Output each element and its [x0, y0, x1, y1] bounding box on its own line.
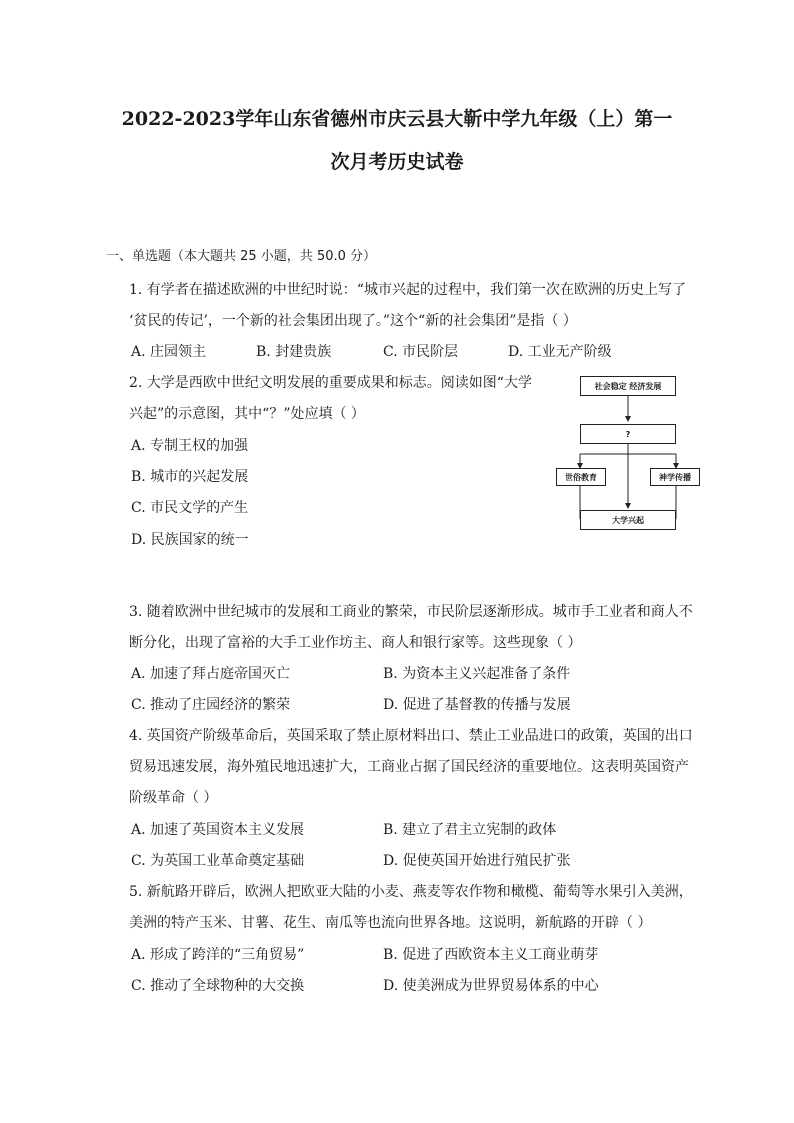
- question-5-option-d[interactable]: D. 使美洲成为世界贸易体系的中心: [383, 978, 599, 994]
- question-5-line-1: 5. 新航路开辟后，欧洲人把欧亚大陆的小麦、燕麦等农作物和橄榄、葡萄等水果引入美洲，: [129, 884, 693, 900]
- question-4-line-3: 阶级革命（ ）: [129, 790, 218, 806]
- question-2-line-2: 兴起”的示意图，其中“？”处应填（ ）: [129, 406, 365, 422]
- university-rise-diagram: [550, 374, 700, 534]
- question-3-option-b[interactable]: B. 为资本主义兴起准备了条件: [383, 666, 571, 682]
- page-title-line-1: 2022-2023学年山东省德州市庆云县大靳中学九年级（上）第一: [121, 108, 673, 130]
- question-4-option-c[interactable]: C. 为英国工业革命奠定基础: [131, 853, 305, 869]
- question-2-option-a[interactable]: A. 专制王权的加强: [131, 438, 249, 454]
- question-2-option-d[interactable]: D. 民族国家的统一: [131, 532, 249, 548]
- question-4-line-2: 贸易迅速发展，海外殖民地迅速扩大，工商业占据了国民经济的重要地位。这表明英国资产: [129, 759, 689, 775]
- question-1-option-b[interactable]: B. 封建贵族: [256, 344, 332, 360]
- question-1-option-a[interactable]: A. 庄园领主: [131, 344, 207, 360]
- question-5-line-2: 美洲的特产玉米、甘薯、花生、南瓜等也流向世界各地。这说明，新航路的开辟（ ）: [129, 915, 652, 931]
- diagram-box-secular-education: 世俗教育: [556, 468, 606, 486]
- diagram-box-theology: 神学传播: [650, 468, 700, 486]
- question-1-option-c[interactable]: C. 市民阶层: [383, 344, 459, 360]
- question-1-line-2: ‘贫民的传记’，一个新的社会集团出现了。”这个“新的社会集团”是指（ ）: [129, 313, 577, 329]
- question-2-line-1: 2. 大学是西欧中世纪文明发展的重要成果和标志。阅读如图“大学: [129, 375, 532, 391]
- section-heading: 一、单选题（本大题共 25 小题，共 50.0 分）: [106, 249, 377, 264]
- question-5-option-c[interactable]: C. 推动了全球物种的大交换: [131, 978, 305, 994]
- question-4-option-d[interactable]: D. 促使英国开始进行殖民扩张: [383, 853, 571, 869]
- question-1-option-d[interactable]: D. 工业无产阶级: [508, 344, 612, 360]
- diagram-box-top: 社会稳定 经济发展: [580, 376, 676, 396]
- question-4-option-a[interactable]: A. 加速了英国资本主义发展: [131, 822, 305, 838]
- question-5-option-a[interactable]: A. 形成了跨洋的“三角贸易”: [131, 947, 305, 963]
- question-3-line-1: 3. 随着欧洲中世纪城市的发展和工商业的繁荣，市民阶层逐渐形成。城市手工业者和商人不: [129, 604, 693, 620]
- question-2-option-b[interactable]: B. 城市的兴起发展: [131, 469, 249, 485]
- question-1-line-1: 1. 有学者在描述欧洲的中世纪时说：“城市兴起的过程中，我们第一次在欧洲的历史上写了: [129, 282, 686, 298]
- question-5-option-b[interactable]: B. 促进了西欧资本主义工商业萌芽: [383, 947, 599, 963]
- diagram-box-university-rise: 大学兴起: [580, 510, 676, 530]
- question-4-line-1: 4. 英国资产阶级革命后，英国采取了禁止原材料出口、禁止工业品进口的政策，英国的出口: [129, 728, 693, 744]
- question-2-option-c[interactable]: C. 市民文学的产生: [131, 500, 249, 516]
- diagram-box-question: ?: [580, 424, 676, 444]
- question-3-option-d[interactable]: D. 促进了基督教的传播与发展: [383, 697, 571, 713]
- question-3-option-a[interactable]: A. 加速了拜占庭帝国灭亡: [131, 666, 291, 682]
- question-3-line-2: 断分化，出现了富裕的大手工业作坊主、商人和银行家等。这些现象（ ）: [129, 635, 582, 651]
- question-4-option-b[interactable]: B. 建立了君主立宪制的政体: [383, 822, 557, 838]
- question-3-option-c[interactable]: C. 推动了庄园经济的繁荣: [131, 697, 291, 713]
- page-title-line-2: 次月考历史试卷: [330, 151, 464, 173]
